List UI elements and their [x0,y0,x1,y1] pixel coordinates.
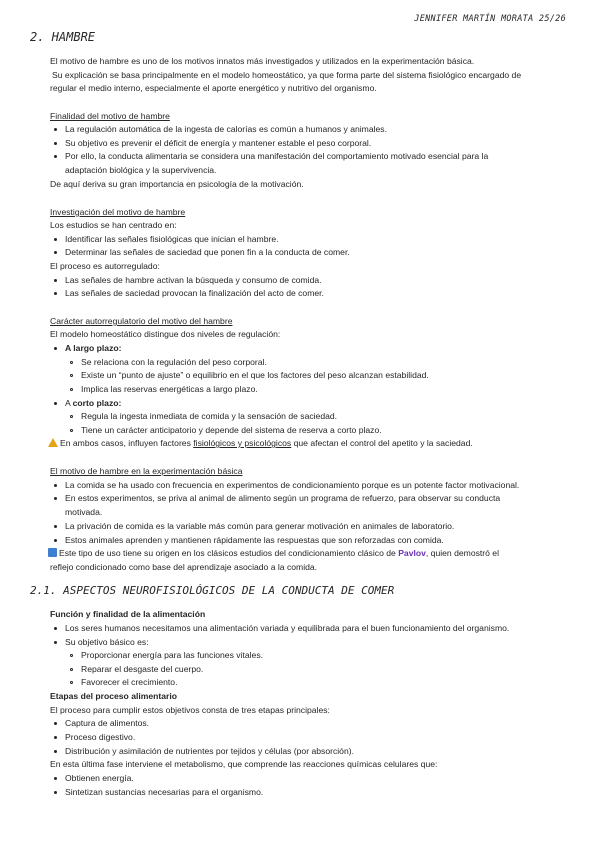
bullet-icon [54,292,57,295]
bullet-icon [54,142,57,145]
author-header: JENNIFER MARTÍN MORATA 25/26 [414,14,566,24]
bullet-icon [54,641,57,644]
list-item: Por ello, la conducta alimentaria se considera una manifestación del comportamiento motivado esencial para la [65,151,489,161]
bullet-icon [54,722,57,725]
paragraph: En esta última fase interviene el metabolismo, que comprende las reacciones químicas celulares que: [50,759,438,769]
highlighted-name: Pavlov [398,548,426,558]
bullet-icon [54,750,57,753]
list-item: Los seres humanos necesitamos una alimentación variada y equilibrada para el buen funcionamiento del organismo. [65,623,510,633]
section-title: 2. HAMBRE [30,30,96,44]
bullet-icon [54,525,57,528]
list-item: Estos animales aprenden y mantienen rápidamente las respuestas que son reforzadas con comida. [65,535,444,545]
subsection-heading: Investigación del motivo de hambre [50,207,186,217]
sub-bullet-icon [70,361,73,364]
list-item: Captura de alimentos. [65,718,150,728]
sub-list-item: Implica las reservas energéticas a largo plazo. [81,384,258,394]
note-link: fisiológicos y psicológicos [193,438,292,448]
paragraph: El proceso es autorregulado: [50,261,160,271]
list-item-continuation: adaptación biológica y la supervivencia. [65,165,217,175]
intro-line: regular el medio interno, especialmente el aporte energético y nutritivo del organismo. [50,83,377,93]
sub-bullet-icon [70,429,73,432]
list-item: En estos experimentos, se priva al animal de alimento según un programa de refuerzo, para observar su conducta [65,493,501,503]
list-item: La regulación automática de la ingesta de calorías es común a humanos y animales. [65,124,387,134]
list-item: Su objetivo es prevenir el déficit de energía y mantener estable el peso corporal. [65,138,372,148]
subsection-heading: Carácter autorregulatorio del motivo del hambre [50,316,233,326]
list-item-label: A largo plazo: [65,343,122,353]
paragraph: El modelo homeostático distingue dos niveles de regulación: [50,329,281,339]
list-item: Distribución y asimilación de nutrientes por tejidos y células (por absorción). [65,746,354,756]
list-item-label [65,397,121,410]
bullet-icon [54,155,57,158]
bullet-icon [54,251,57,254]
sub-list-item: Se relaciona con la regulación del peso corporal. [81,357,267,367]
bullet-icon [54,497,57,500]
sub-list-item: Regula la ingesta inmediata de comida y la sensación de saciedad. [81,411,338,421]
list-item: La privación de comida es la variable más común para generar motivación en animales de laboratorio. [65,521,455,531]
list-item: Proceso digestivo. [65,732,136,742]
sub-list-item: Existe un “punto de ajuste” o equilibrio en el que los factores del peso alcanzan estabilidad. [81,370,429,380]
sub-list-item: Favorecer el crecimiento. [81,677,178,687]
warning-icon [48,438,58,447]
bullet-icon [54,777,57,780]
sub-list-item: Tiene un carácter anticipatorio y depende del sistema de reserva a corto plazo. [81,425,382,435]
bullet-icon [54,238,57,241]
list-item: Su objetivo básico es: [65,637,149,647]
sub-bullet-icon [70,388,73,391]
info-note: Este tipo de uso tiene su origen en los clásicos estudios del condicionamiento clásico de Pavlov, quien demostró el [48,547,499,560]
list-item: Determinar las señales de saciedad que ponen fin a la conducta de comer. [65,247,350,257]
bullet-icon [54,484,57,487]
intro-line: Su explicación se basa principalmente en el modelo homeostático, ya que forma parte del sistema fisiológico encargado de [52,70,522,80]
sub-bullet-icon [70,668,73,671]
bullet-icon [54,736,57,739]
sub-list-item: Reparar el desgaste del cuerpo. [81,664,204,674]
bullet-icon [54,627,57,630]
list-item: Las señales de hambre activan la búsqueda y consumo de comida. [65,275,322,285]
subsection-heading: El motivo de hambre en la experimentación básica [50,466,243,476]
intro-line: El motivo de hambre es uno de los motivos innatos más investigados y utilizados en la experimentación básica. [50,56,475,66]
warning-note: En ambos casos, influyen factores fisiológicos y psicológicos que afectan el control del apetito y la saciedad. [48,437,473,450]
list-item-prefix: A [65,398,73,408]
list-item-label-bold: corto plazo: [72,398,122,408]
bullet-icon [54,539,57,542]
paragraph: De aquí deriva su gran importancia en psicología de la motivación. [50,179,304,189]
subsection-heading: Finalidad del motivo de hambre [50,111,170,121]
list-item: La comida se ha usado con frecuencia en experimentos de condicionamiento porque es un potente factor motivacional. [65,480,520,490]
bullet-icon [54,279,57,282]
info-note-continuation: reflejo condicionado como base del aprendizaje asociado a la comida. [50,562,318,572]
sub-bullet-icon [70,681,73,684]
sub-bullet-icon [70,374,73,377]
paragraph: Los estudios se han centrado en: [50,220,177,230]
subsection-heading: Función y finalidad de la alimentación [50,609,206,619]
section-title: 2.1. ASPECTOS NEUROFISIOLÓGICOS DE LA CONDUCTA DE COMER [30,584,395,597]
list-item: Identificar las señales fisiológicas que inician el hambre. [65,234,279,244]
sub-bullet-icon [70,415,73,418]
bullet-icon [54,128,57,131]
list-item: Las señales de saciedad provocan la finalización del acto de comer. [65,288,324,298]
bullet-icon [54,791,57,794]
list-item-continuation: motivada. [65,507,103,517]
list-item: Obtienen energía. [65,773,134,783]
bullet-icon [54,347,57,350]
paragraph: El proceso para cumplir estos objetivos consta de tres etapas principales: [50,705,330,715]
subsection-heading: Etapas del proceso alimentario [50,691,178,701]
list-item: Sintetizan sustancias necesarias para el organismo. [65,787,264,797]
bullet-icon [54,402,57,405]
sub-bullet-icon [70,654,73,657]
sub-list-item: Proporcionar energía para las funciones vitales. [81,650,264,660]
book-icon [48,548,57,557]
